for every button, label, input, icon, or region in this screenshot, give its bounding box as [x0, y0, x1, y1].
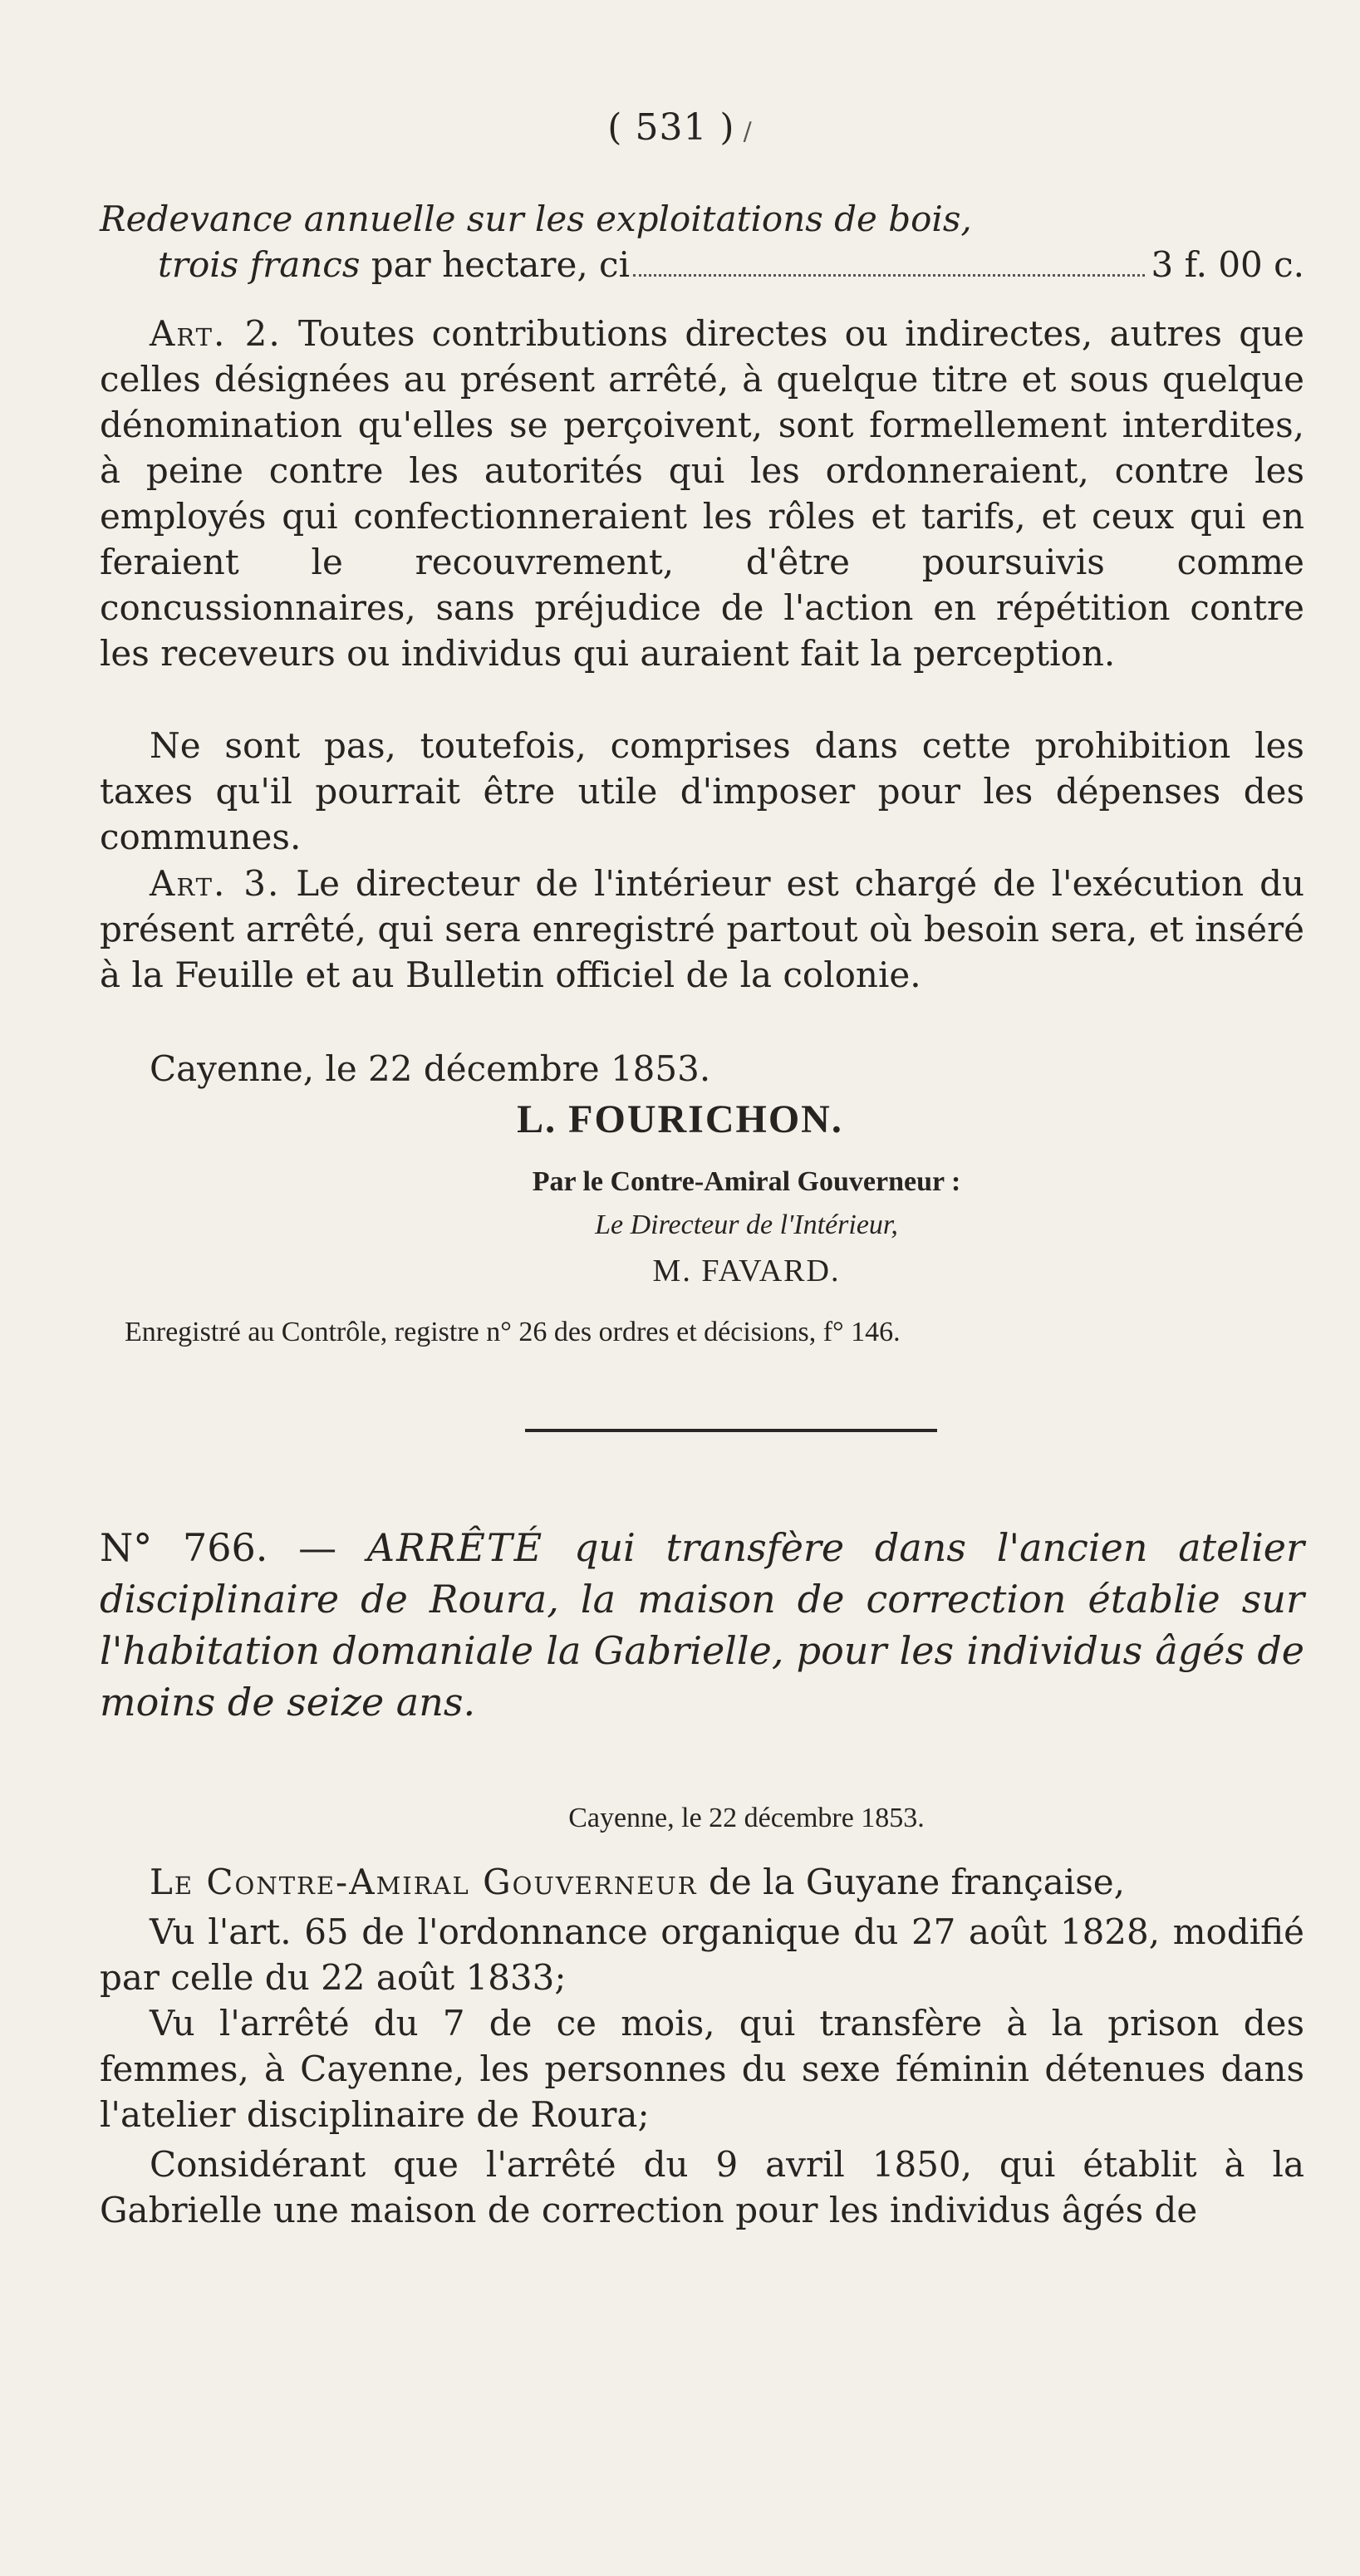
tariff-line-2: [158, 242, 1304, 287]
arrete-preamble-lead: Le Contre-Amiral Gouverneur: [150, 1862, 698, 1902]
article-2-label: Art. 2.: [150, 313, 282, 354]
tariff-line-1: Redevance annuelle sur les exploitations de bois,: [100, 199, 972, 239]
arrete-considerant: Considérant que l'arrêté du 9 avril 1850, qui établit à la Gabrielle une maison de correction pour les individus âgés de: [100, 2144, 1304, 2230]
page-number: [0, 106, 1360, 149]
arrete-preamble-rest: de la Guyane française,: [697, 1862, 1125, 1902]
arrete-vu-1: Vu l'art. 65 de l'ordonnance organique du 27 août 1828, modifié par celle du 22 août 1833;: [100, 1911, 1304, 1998]
article-3-label: Art. 3.: [150, 863, 281, 904]
signature-by: Par le Contre-Amiral Gouverneur :: [532, 1166, 961, 1197]
page-number-text: ( 531 ): [607, 106, 735, 149]
arrete-title: ARRÊTÉ: [366, 1525, 544, 1570]
arrete-heading: [100, 1522, 1304, 1728]
arrete-dateline: Cayenne, le 22 décembre 1853.: [568, 1803, 925, 1833]
signature-role: Le Directeur de l'Intérieur,: [595, 1209, 898, 1240]
article-2: [100, 311, 1304, 676]
tariff-leader-dots: [633, 274, 1144, 277]
registration-note: Enregistré au Contrôle, registre n° 26 des ordres et décisions, f° 146.: [125, 1317, 901, 1347]
tariff-amount: 3 f. 00 c.: [1151, 244, 1304, 285]
arrete-preamble: [100, 1859, 1304, 1905]
article-2-paragraph-2: Ne sont pas, toutefois, comprises dans cette prohibition les taxes qu'il pourrait être utile d'imposer pour les dépenses des communes.: [100, 725, 1304, 857]
arrete-heading-text: qui transfère dans l'ancien atelier disciplinaire de Roura, la maison de correction établie sur l'habitation domaniale la Gabrielle, pour les individus âgés de moins de seize ans.: [100, 1525, 1304, 1725]
article-3-text: Le directeur de l'intérieur est chargé de l'exécution du présent arrêté, qui sera enregistré partout où besoin sera, et inséré à la Feuille et au Bulletin officiel de la colonie.: [100, 863, 1305, 995]
article-2-text: Toutes contributions directes ou indirectes, autres que celles désignées au présent arrêté, à quelque titre et sous quelque dénomination qu'elles se perçoivent, sont formellement interdites, à peine contre les autorités qui les ordonneraient, contre les employés qui confectionneraient les rôles et tarifs, et ceux qui en feraient le recouvrement, d'être poursuivis comme concussionnaires, sans préjudice de l'action en répétition contre les receveurs ou individus qui auraient fait la perception.: [100, 313, 1305, 674]
tariff-rate: trois francs: [158, 244, 361, 285]
closing-place-date: Cayenne, le 22 décembre 1853.: [150, 1048, 711, 1089]
section-divider: [525, 1429, 937, 1432]
article-3: [100, 861, 1304, 998]
arrete-vu-2: Vu l'arrêté du 7 de ce mois, qui transfère à la prison des femmes, à Cayenne, les personnes du sexe féminin détenues dans l'atelier disciplinaire de Roura;: [100, 2003, 1304, 2135]
arrete-number: N° 766. —: [100, 1525, 367, 1570]
signature-director: M. FAVARD.: [652, 1254, 841, 1288]
tariff-unit: par hectare, ci: [360, 244, 631, 285]
page-mark: /: [743, 117, 753, 146]
signature-name: L. FOURICHON.: [517, 1097, 843, 1141]
